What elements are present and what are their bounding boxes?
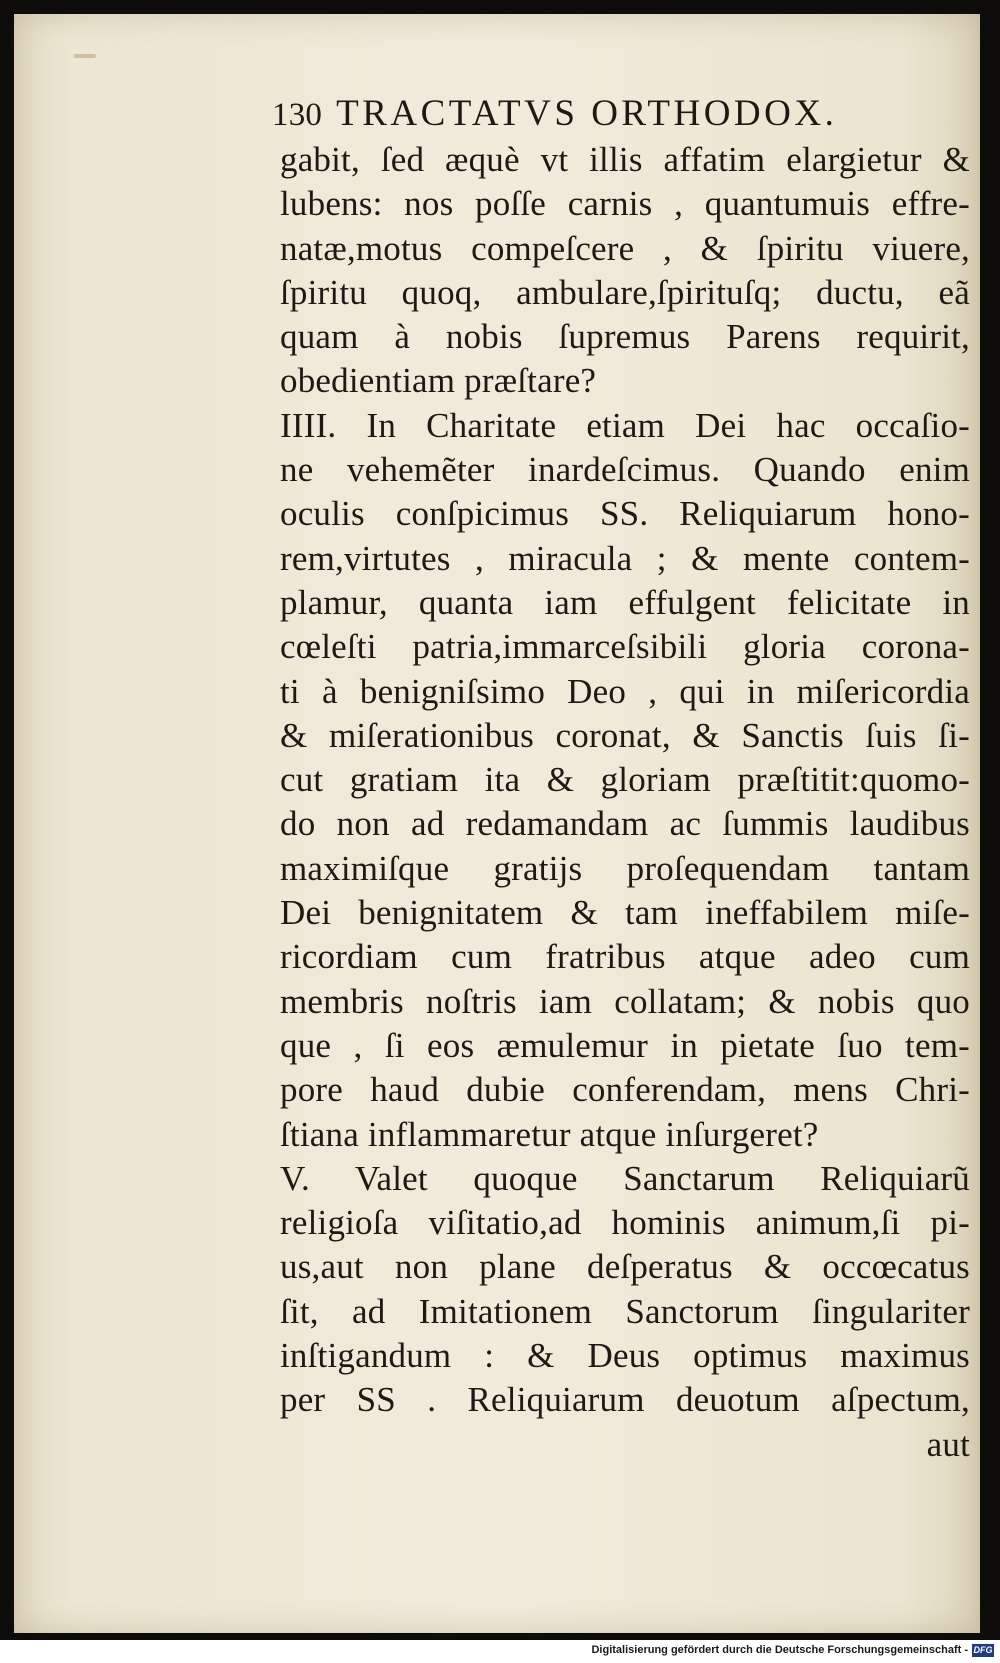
page-number: 130 (272, 97, 323, 133)
text-line: cut gratiam ita & gloriam præſtitit:quomo- (280, 760, 970, 800)
text-line: lubens: nos poſſe carnis , quantumuis effre- (280, 184, 970, 224)
text-line: ti à benigniſsimo Deo , qui in miſericordia (280, 671, 970, 711)
text-line: & miſerationibus coronat, & Sanctis ſuis ſi- (280, 715, 970, 755)
text-line: pore haud dubie conferendam, mens Chri- (280, 1070, 970, 1110)
page-text (272, 92, 970, 1467)
text-line: cœleſti patria,immarceſsibili gloria corona- (280, 627, 970, 667)
catchword: aut (926, 1424, 970, 1464)
footer-credit: Digitalisierung gefördert durch die Deutsche Forschungsgemeinschaft - (591, 1644, 968, 1656)
footer-bar (0, 1640, 1000, 1663)
text-line: ſit, ad Imitationem Sanctorum ſingulariter (280, 1291, 970, 1331)
text-line: IIII. In Charitate etiam Dei hac occaſio- (280, 405, 970, 445)
text-line: maximiſque gratijs proſequendam tantam (280, 848, 970, 888)
text-line: do non ad redamandam ac ſummis laudibus (280, 804, 970, 844)
text-line: obedientiam præſtare? (280, 361, 597, 401)
text-line: ſpiritu quoq, ambulare,ſpirituſq; ductu, eã (280, 272, 970, 312)
text-line: rem,virtutes , miracula ; & mente contem- (280, 538, 970, 578)
text-line: natæ,motus compeſcere , & ſpiritu viuere, (280, 228, 970, 268)
text-line: ricordiam cum fratribus atque adeo cum (280, 937, 970, 977)
text-line: inſtigandum : & Deus optimus maximus (280, 1336, 970, 1376)
text-line: que , ſi eos æmulemur in pietate ſuo tem- (280, 1025, 970, 1065)
text-line: plamur, quanta iam effulgent felicitate in (280, 582, 970, 622)
text-line: Dei benignitatem & tam ineffabilem miſe- (280, 893, 970, 933)
body-text (280, 138, 970, 1423)
dfg-logo: DFG (973, 1645, 993, 1655)
running-title: TRACTATVS ORTHODOX. (336, 93, 838, 134)
text-line: us,aut non plane deſperatus & occœcatus (280, 1247, 970, 1287)
running-header (272, 92, 892, 138)
text-line: oculis conſpicimus SS. Reliquiarum hono- (280, 494, 970, 534)
text-line: ſtiana inflammaretur atque inſurgeret? (280, 1114, 819, 1154)
text-line: per SS . Reliquiarum deuotum aſpectum, (280, 1380, 970, 1420)
text-line: V. Valet quoque Sanctarum Reliquiarũ (280, 1158, 970, 1198)
text-line: ne vehemẽter inardeſcimus. Quando enim (280, 450, 970, 490)
text-line: religioſa viſitatio,ad hominis animum,ſi pi- (280, 1203, 970, 1243)
text-line: quam à nobis ſupremus Parens requirit, (280, 317, 970, 357)
text-line: gabit, ſed æquè vt illis affatim elargietur & (280, 140, 970, 179)
page-stain (74, 54, 96, 58)
text-line: membris noſtris iam collatam; & nobis quo (280, 981, 970, 1021)
